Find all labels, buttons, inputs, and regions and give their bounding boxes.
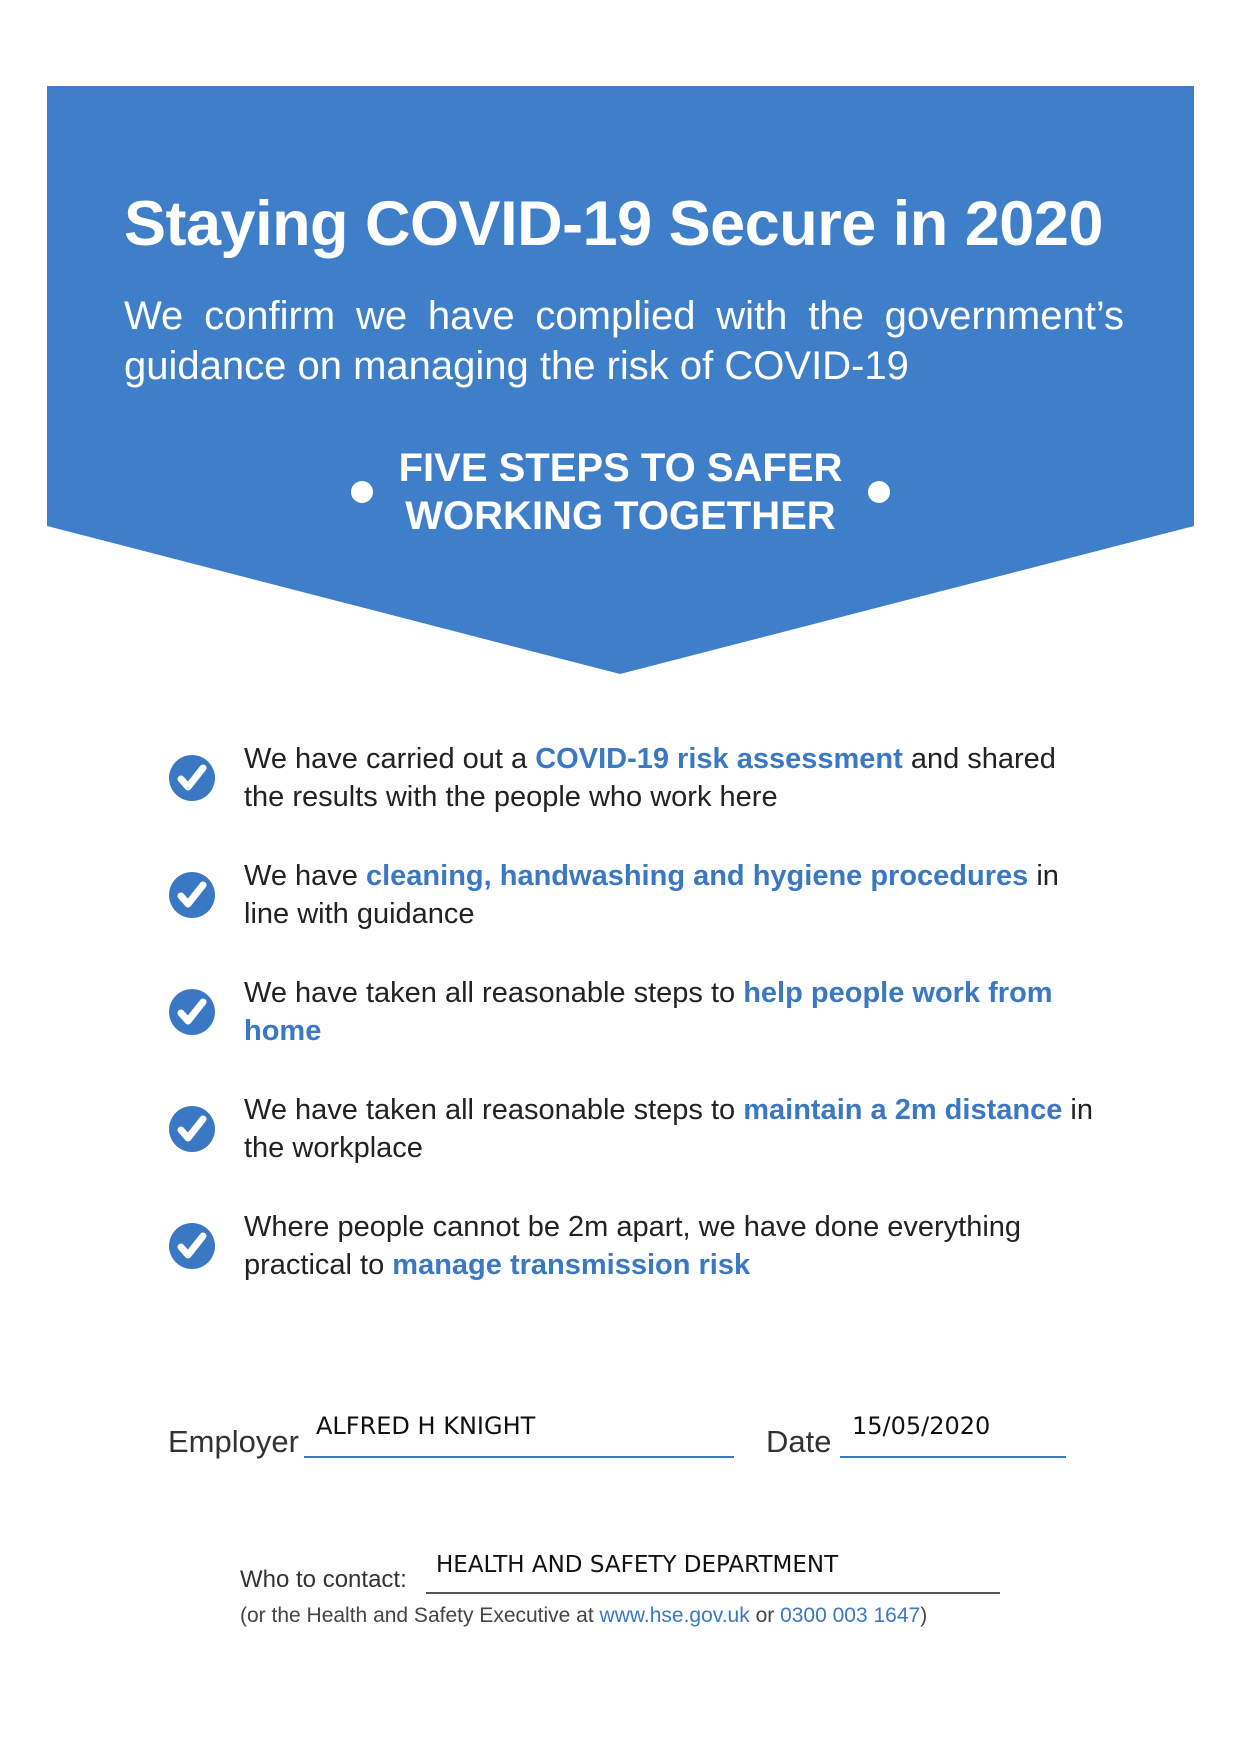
page-title: Staying COVID-19 Secure in 2020 — [124, 189, 1103, 259]
checklist-item — [168, 974, 1088, 1091]
check-circle-icon — [168, 754, 216, 802]
checklist-item-text: We have carried out a COVID-19 risk assessment and shared the results with the people who work here — [244, 743, 1056, 813]
check-circle-icon — [168, 871, 216, 919]
bullet-dot-icon — [351, 481, 373, 503]
checklist-item-text: Where people cannot be 2m apart, we have done everything practical to manage transmission risk — [244, 1211, 1022, 1281]
checklist-item-text: We have taken all reasonable steps to maintain a 2m distance in the workplace — [244, 1094, 1093, 1164]
check-circle-icon — [168, 1222, 216, 1270]
employer-field[interactable] — [304, 1410, 734, 1458]
hse-website-link[interactable]: www.hse.gov.uk — [599, 1604, 750, 1627]
hse-phone-link[interactable]: 0300 003 1647 — [780, 1604, 921, 1627]
employer-value: ALFRED H KNIGHT — [316, 1412, 536, 1440]
header-banner — [47, 86, 1194, 674]
checklist — [168, 740, 1093, 1325]
date-label: Date — [766, 1424, 832, 1459]
contact-value: HEALTH AND SAFETY DEPARTMENT — [436, 1552, 839, 1578]
signature-row — [168, 1410, 1068, 1470]
employer-label: Employer — [168, 1424, 299, 1459]
page-subtitle: We confirm we have complied with the government’s guidance on managing the risk of COVID-19 — [124, 294, 1124, 388]
date-field[interactable] — [840, 1410, 1066, 1458]
checklist-item — [168, 1208, 1088, 1325]
date-value: 15/05/2020 — [852, 1412, 991, 1440]
contact-field[interactable] — [426, 1550, 1000, 1594]
steps-heading — [47, 444, 1194, 540]
contact-label: Who to contact: — [240, 1566, 407, 1593]
check-circle-icon — [168, 1105, 216, 1153]
check-circle-icon — [168, 988, 216, 1036]
steps-heading-line-2: WORKING TOGETHER — [405, 494, 836, 538]
contact-footnote: (or the Health and Safety Executive at www.hse.gov.uk or 0300 003 1647) — [240, 1604, 928, 1627]
bullet-dot-icon — [868, 481, 890, 503]
checklist-item — [168, 740, 1088, 857]
steps-heading-line-1: FIVE STEPS TO SAFER — [398, 446, 843, 490]
checklist-item — [168, 1091, 1093, 1208]
checklist-item-text: We have taken all reasonable steps to help people work from home — [244, 977, 1053, 1047]
checklist-item — [168, 857, 1088, 974]
checklist-item-text: We have cleaning, handwashing and hygiene procedures in line with guidance — [244, 860, 1059, 930]
contact-row — [240, 1550, 1040, 1600]
